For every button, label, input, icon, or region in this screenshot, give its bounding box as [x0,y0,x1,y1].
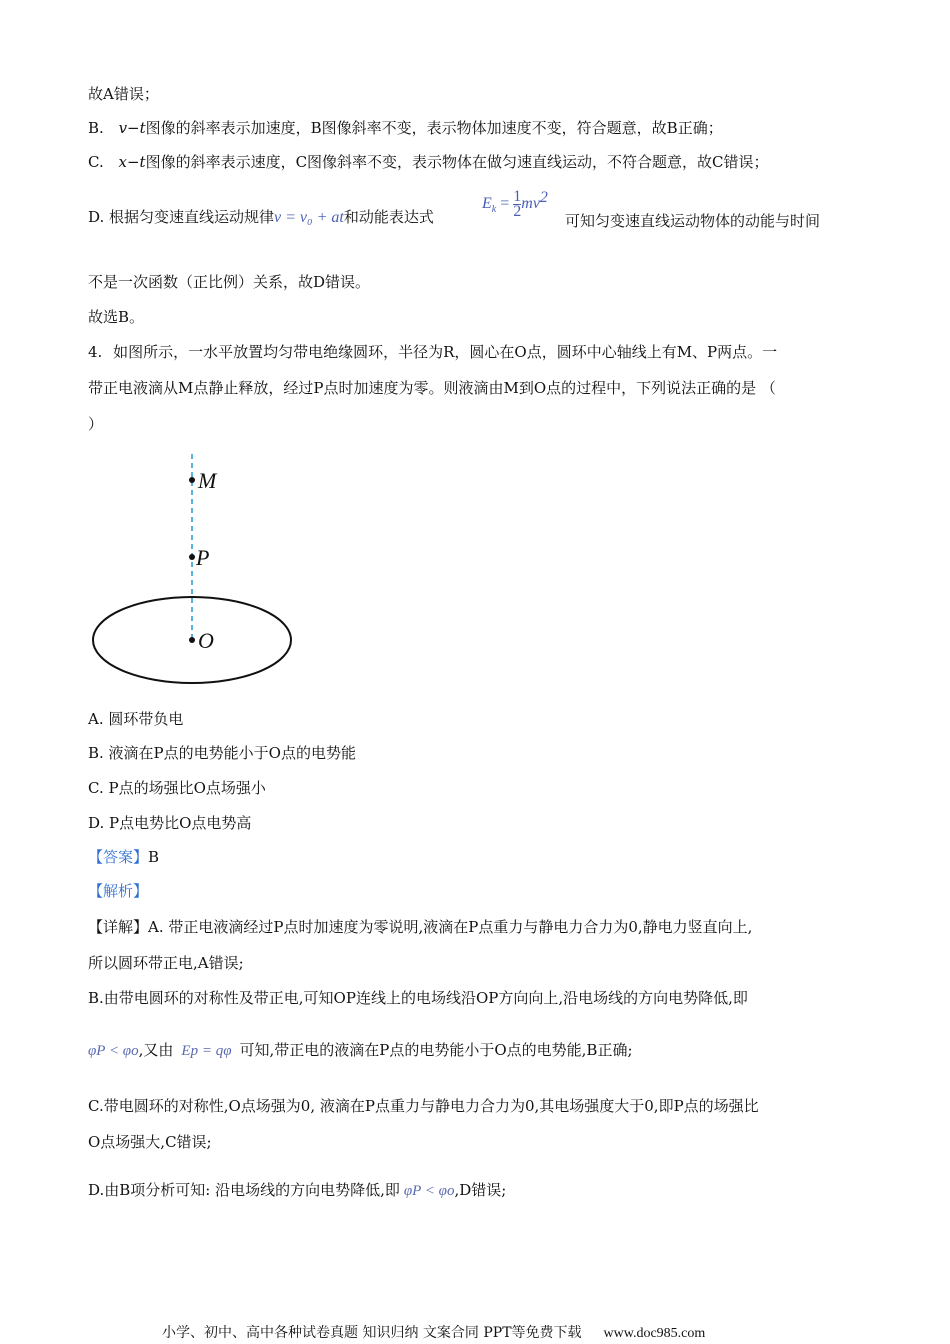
footer-site: www.doc985.com [603,1326,706,1341]
formula: φP < φo [88,1043,139,1059]
detail-line: φP < φo,又由 Ep = qφ 可知,带正电的液滴在P点的电势能小于O点的电势能,B正确; [88,1041,633,1059]
answer-line [88,847,159,867]
question-stem: 带正电液滴从M点静止释放，经过P点时加速度为零。则液滴由M到O点的过程中，下列说法正确的是 （ [88,379,776,397]
option-b: B. 液滴在P点的电势能小于O点的电势能 [88,744,356,762]
formula: φP < φo [403,1183,455,1199]
option-d: D. P点电势比O点电势高 [88,814,252,832]
text-line: 故A错误； [88,85,159,103]
answer-tag: 【答案】 [88,848,149,866]
text-line: C. x−t图像的斜率表示速度，C图像斜率不变，表示物体在做匀速直线运动，不符合题意，故C错误； [88,153,769,171]
page-footer: 小学、初中、高中各种试卷真题 知识归纳 文案合同 PPT等免费下载 www.doc985.com [162,1325,706,1341]
analysis-tag: 【解析】 [88,882,149,900]
text-line: 不是一次函数（正比例）关系，故D错误。 [88,273,371,291]
question-stem: ） [88,415,104,433]
text-line: B. v−t图像的斜率表示加速度，B图像斜率不变，表示物体加速度不变，符合题意，故B正确； [88,119,723,137]
detail-line: C.带电圆环的对称性,O点场强为0, 液滴在P点重力与静电力合力为0,其电场强度大于0,即P点的场强比 [88,1097,759,1115]
label-o: O [198,628,214,653]
detail-line: B.由带电圆环的对称性及带正电,可知OP连线上的电场线沿OP方向向上,沿电场线的方向电势降低,即 [88,989,748,1007]
question-stem: 4. 如图所示，一水平放置均匀带电绝缘圆环，半径为R，圆心在O点，圆环中心轴线上有M、P两点。一 [88,343,778,361]
point-p [189,554,195,560]
ring-figure [88,448,308,693]
detail-line: 所以圆环带正电,A错误; [88,954,244,972]
label-p: P [196,545,210,570]
text-line: 故选B。 [88,308,145,326]
option-c: C. P点的场强比O点场强小 [88,779,266,797]
option-a: A. 圆环带负电 [88,710,184,728]
text-line: 可知匀变速直线运动物体的动能与时间 [565,212,821,230]
answer-value: B [148,848,160,866]
formula: v = v₀ + at [274,209,344,226]
detail-line: 【详解】A. 带正电液滴经过P点时加速度为零说明,液滴在P点重力与静电力合力为0,静电力竖直向上, [88,918,753,936]
label-m: M [198,468,217,493]
formula-kinetic-energy: $E_k$ = $\frac{1}{2}$ $mv^2$ [482,187,548,220]
point-m [189,477,195,483]
detail-line: D.由B项分析可知: 沿电场线的方向电势降低,即 φP < φo,D错误; [88,1181,507,1199]
text-line: D. 根据匀变速直线运动规律v = v₀ + at和动能表达式 [88,208,434,226]
formula: Ep = qφ [181,1043,232,1059]
point-o [189,637,195,643]
detail-line: O点场强大,C错误; [88,1133,212,1151]
